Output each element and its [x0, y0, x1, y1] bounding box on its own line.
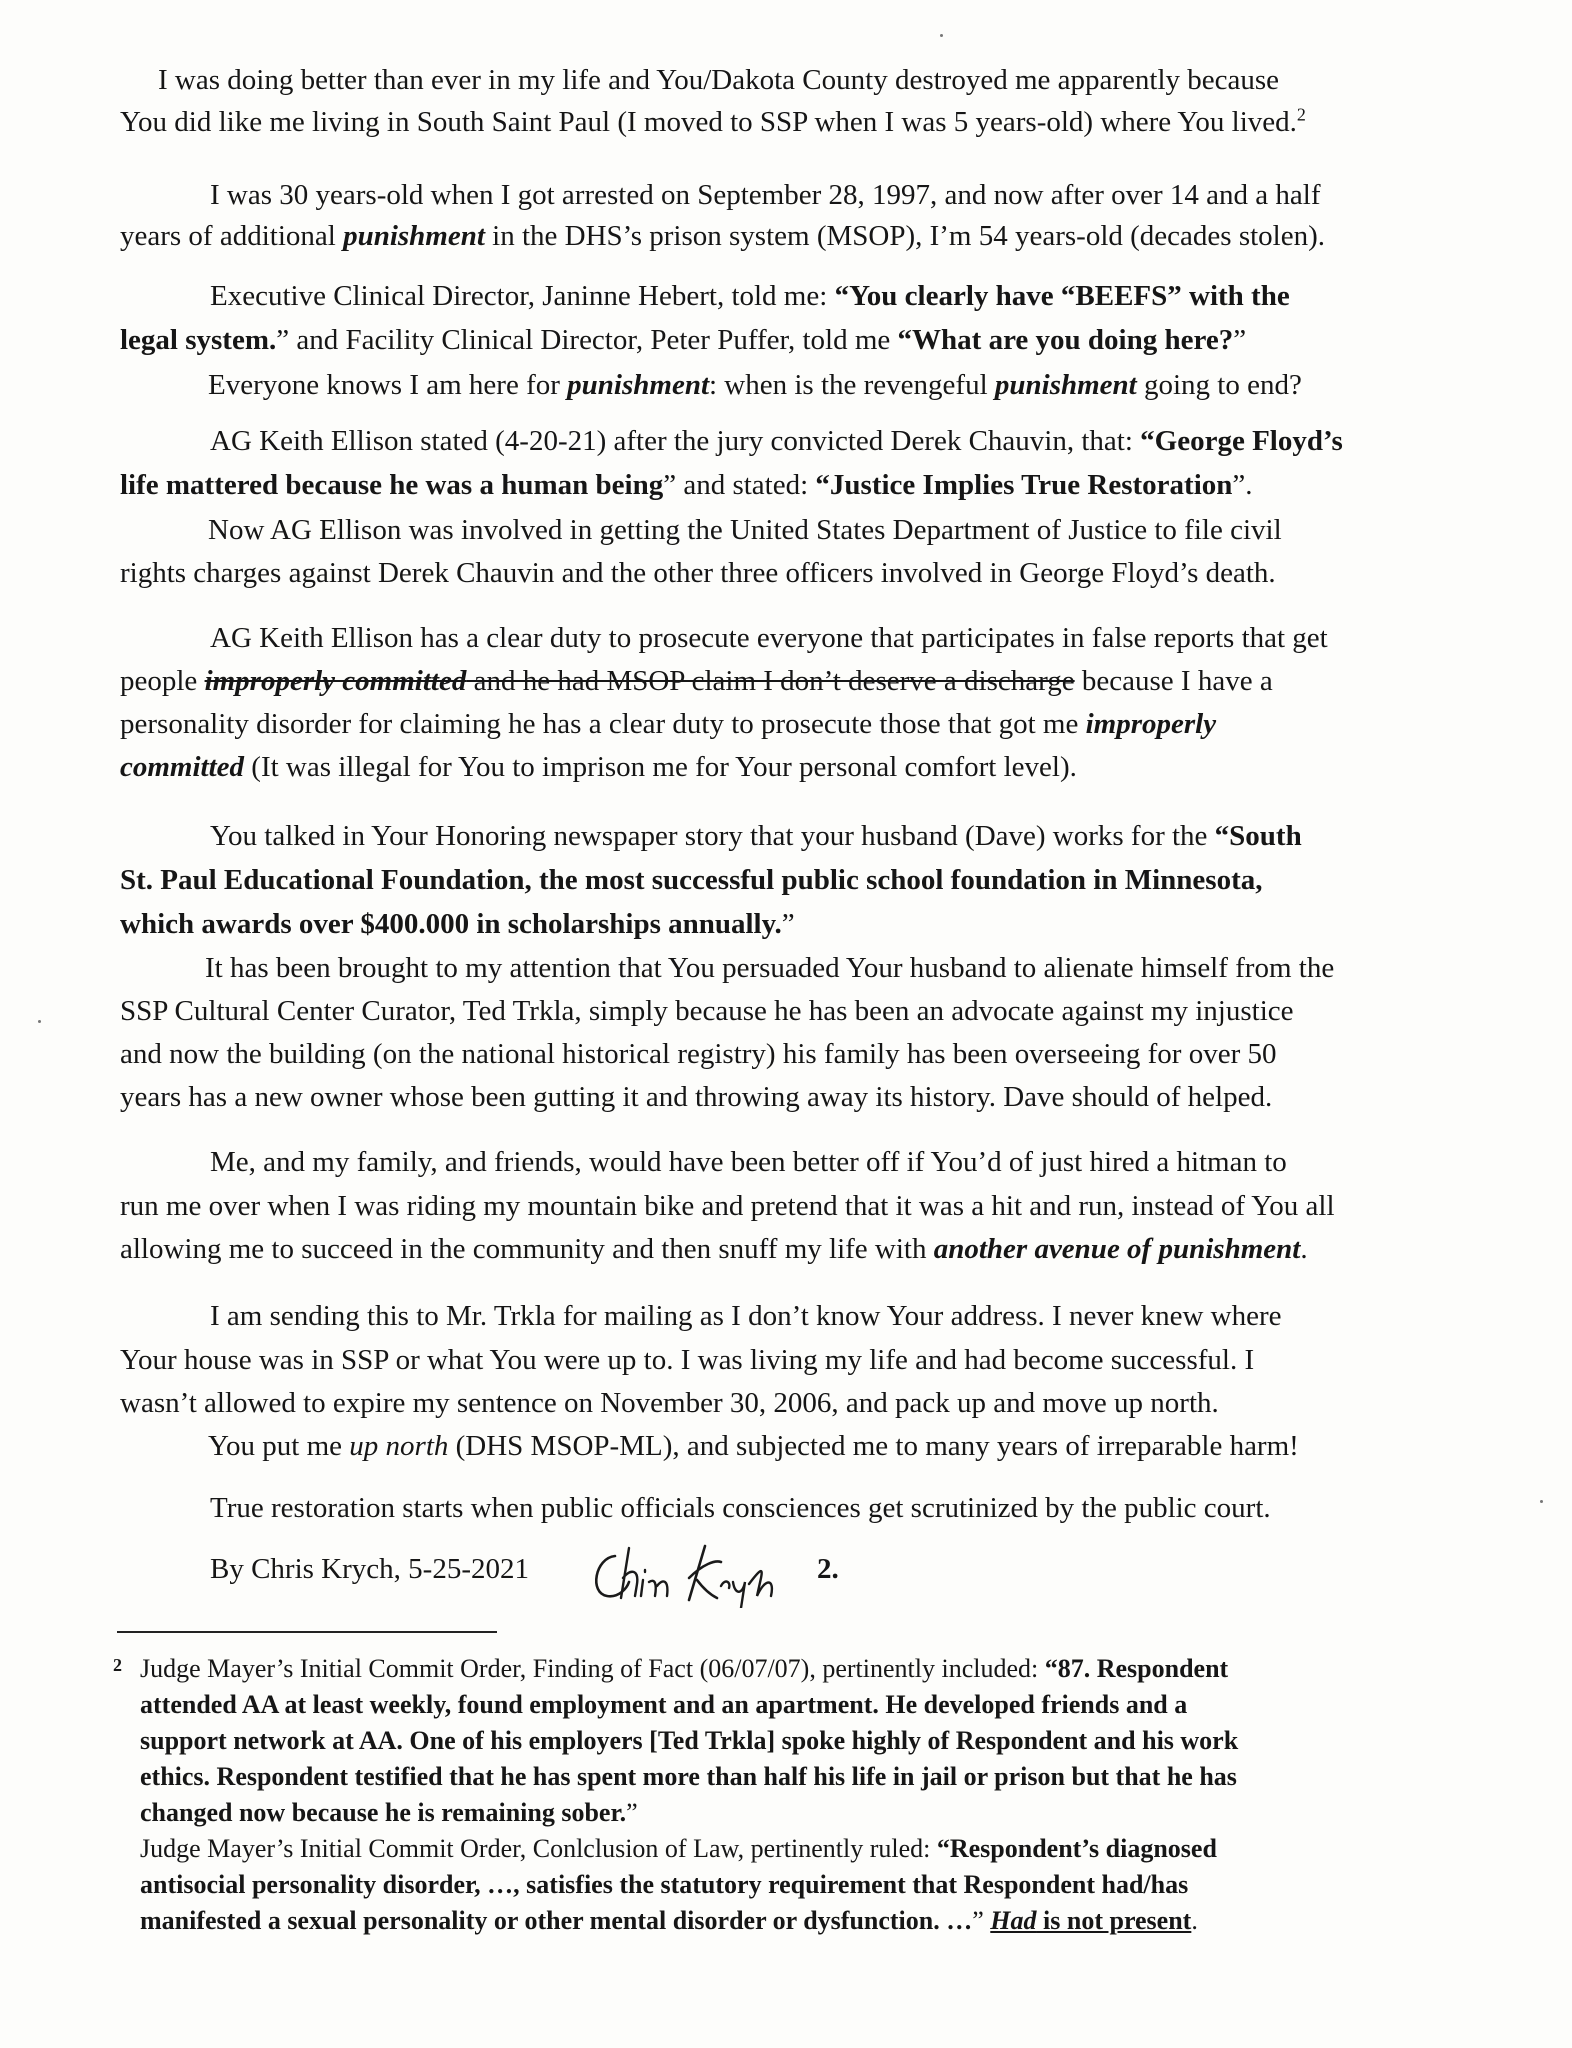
p4-line-1: AG Keith Ellison stated (4-20-21) after the jury convicted Derek Chauvin, that: “George Floyd’s	[210, 425, 1343, 457]
footnote-line-2: attended AA at least weekly, found employment and an apartment. He developed friends and a	[140, 1690, 1188, 1719]
p9-line-1: True restoration starts when public officials consciences get scrutinized by the public court.	[210, 1492, 1271, 1524]
footnote-line-5: changed now because he is remaining sober.”	[140, 1798, 638, 1827]
p5-line-3: personality disorder for claiming he has a clear duty to prosecute those that got me improperly	[120, 708, 1217, 740]
p4-line-4: rights charges against Derek Chauvin and the other three officers involved in George Floyd’s death.	[120, 557, 1276, 589]
footnote-line-7: antisocial personality disorder, …, satisfies the statutory requirement that Respondent had/has	[140, 1870, 1189, 1899]
footnote-line-6: Judge Mayer’s Initial Commit Order, Conlclusion of Law, pertinently ruled: “Respondent’s diagnosed	[140, 1834, 1217, 1863]
p5-line-1: AG Keith Ellison has a clear duty to prosecute everyone that participates in false reports that get	[210, 622, 1328, 654]
p8-line-3: wasn’t allowed to expire my sentence on November 30, 2006, and pack up and move up north.	[120, 1387, 1219, 1419]
footnote-ref: 2	[1296, 104, 1306, 125]
footnote-line-3: support network at AA. One of his employers [Ted Trkla] spoke highly of Respondent and his work	[140, 1726, 1239, 1755]
p7-line-1: Me, and my family, and friends, would have been better off if You’d of just hired a hitman to	[210, 1146, 1287, 1178]
footnote-line-1: Judge Mayer’s Initial Commit Order, Finding of Fact (06/07/07), pertinently included: “87. Respondent	[140, 1654, 1229, 1683]
scan-speck	[940, 34, 943, 37]
p7-line-3: allowing me to succeed in the community and then snuff my life with another avenue of punishment.	[120, 1233, 1308, 1265]
p3-line-1: Executive Clinical Director, Janinne Hebert, told me: “You clearly have “BEEFS” with the	[210, 280, 1290, 312]
p8-line-1: I am sending this to Mr. Trkla for mailing as I don’t know Your address. I never knew where	[210, 1300, 1282, 1332]
p6-line-6: and now the building (on the national historical registry) his family has been overseeing for over 50	[120, 1038, 1277, 1070]
p4-line-2: life mattered because he was a human being” and stated: “Justice Implies True Restoration”.	[120, 469, 1253, 501]
p8-line-4: You put me up north (DHS MSOP-ML), and subjected me to many years of irreparable harm!	[208, 1430, 1299, 1462]
p2-line-1: I was 30 years-old when I got arrested on September 28, 1997, and now after over 14 and a half	[210, 179, 1321, 211]
p6-line-3: which awards over $400.000 in scholarships annually.”	[120, 908, 795, 940]
p1-line-2: You did like me living in South Saint Paul (I moved to SSP when I was 5 years-old) where You lived.$^2$	[120, 104, 1306, 138]
scan-speck	[38, 1020, 41, 1023]
p6-line-5: SSP Cultural Center Curator, Ted Trkla, simply because he has been an advocate against my injustice	[120, 995, 1294, 1027]
footnote-separator	[117, 1631, 497, 1633]
p5-line-4: committed (It was illegal for You to imprison me for Your personal comfort level).	[120, 751, 1077, 783]
page-number: 2.	[817, 1553, 839, 1585]
scan-speck	[1540, 1500, 1543, 1503]
p3-line-2: legal system.” and Facility Clinical Director, Peter Puffer, told me “What are you doing here?”	[120, 324, 1247, 356]
footnote-marker: 2	[113, 1655, 122, 1675]
p4-line-3: Now AG Ellison was involved in getting the United States Department of Justice to file civil	[208, 514, 1282, 546]
p8-line-2: Your house was in SSP or what You were up to. I was living my life and had become successful. I	[120, 1344, 1255, 1376]
p6-line-2: St. Paul Educational Foundation, the most successful public school foundation in Minnesota,	[120, 864, 1263, 896]
p3-line-3: Everyone knows I am here for punishment: when is the revengeful punishment going to end?	[208, 369, 1302, 401]
p6-line-7: years has a new owner whose been gutting it and throwing away its history. Dave should of helped.	[120, 1081, 1273, 1113]
p1-line-1: I was doing better than ever in my life and You/Dakota County destroyed me apparently because	[158, 64, 1280, 96]
p5-line-2: people improperly committed and he had MSOP claim I don’t deserve a discharge because I have a	[120, 665, 1273, 697]
p2-line-2: years of additional punishment in the DHS’s prison system (MSOP), I’m 54 years-old (decades stolen).	[120, 220, 1326, 252]
footnote-line-4: ethics. Respondent testified that he has spent more than half his life in jail or prison but that he has	[140, 1762, 1237, 1791]
handwritten-signature	[585, 1538, 805, 1608]
byline: By Chris Krych, 5-25-2021	[210, 1553, 529, 1585]
footnote-line-8: manifested a sexual personality or other mental disorder or dysfunction. …” Had is not present.	[140, 1906, 1198, 1935]
p6-line-4: It has been brought to my attention that You persuaded Your husband to alienate himself from the	[205, 952, 1335, 984]
p6-line-1: You talked in Your Honoring newspaper story that your husband (Dave) works for the “South	[210, 820, 1302, 852]
p7-line-2: run me over when I was riding my mountain bike and pretend that it was a hit and run, instead of You all	[120, 1190, 1335, 1222]
